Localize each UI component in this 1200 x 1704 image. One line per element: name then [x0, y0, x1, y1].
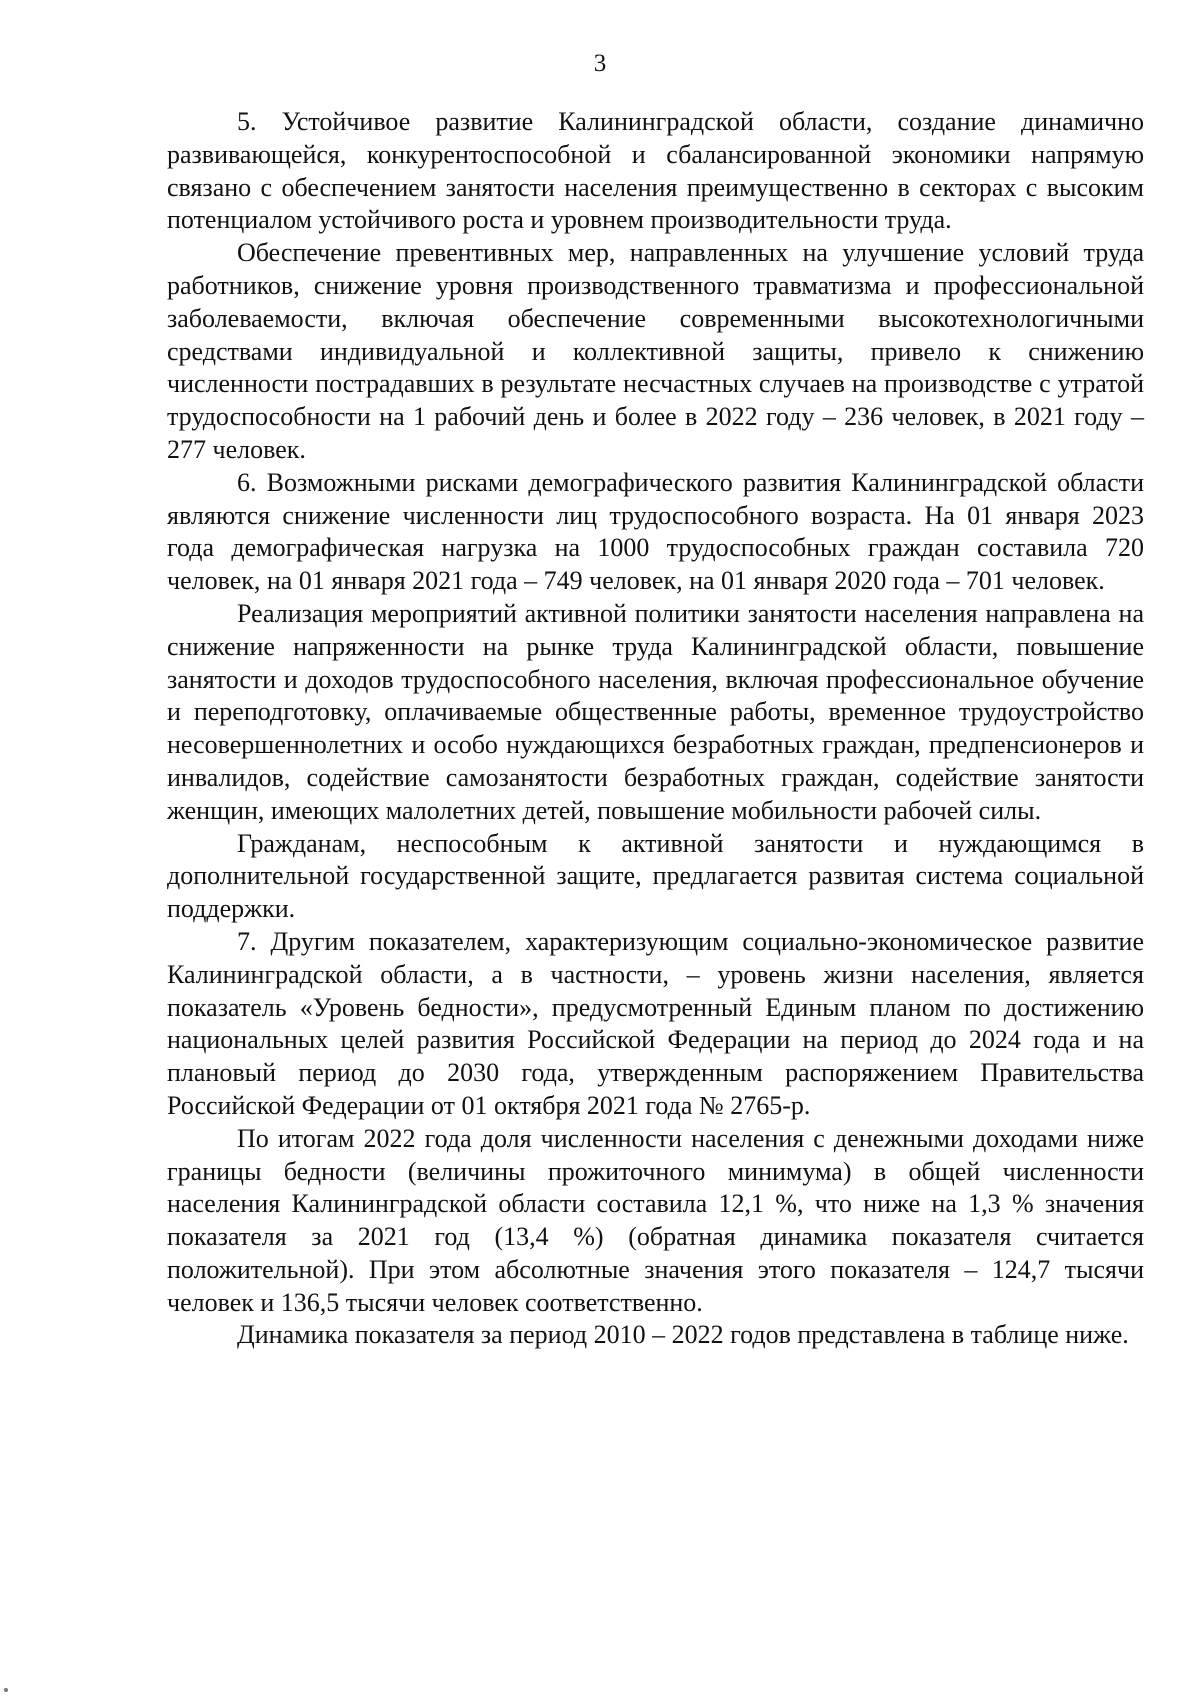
paragraph-sustainable-development: 5. Устойчивое развитие Калининградской области, создание динамично развивающейся, конкурентоспособной и сбалансированной экономики напрямую связано с обеспечением занятости населения преимущественно в секторах с высоким потенциалом устойчивого роста и уровнем производительности труда.: [167, 107, 1144, 235]
paragraph-poverty-results: По итогам 2022 года доля численности населения с денежными доходами ниже границы бедности (величины прожиточного минимума) в общей численности населения Калининградской области составила 12,1 %, что ниже на 1,3 % значения показателя за 2021 год (13,4 %) (обратная динамика показателя считается положительной). При этом абсолютные значения этого показателя – 124,7 тысячи человек и 136,5 тысячи человек соответственно.: [167, 1123, 1144, 1317]
document-body: [167, 106, 1144, 1352]
paragraph-employment-policy: Реализация мероприятий активной политики занятости населения направлена на снижение напряженности на рынке труда Калининградской области, повышение занятости и доходов трудоспособного населения, включая профессиональное обучение и переподготовку, оплачиваемые общественные работы, временное трудоустройство несовершеннолетних и особо нуждающихся безработных граждан, предпенсионеров и инвалидов, содействие самозанятости безработных граждан, содействие занятости женщин, имеющих малолетних детей, повышение мобильности рабочей силы.: [167, 598, 1144, 825]
paragraph-table-intro: Динамика показателя за период 2010 – 2022 годов представлена в таблице ниже.: [237, 1320, 1129, 1350]
scan-speck: [4, 1688, 8, 1692]
paragraph-demographic-risks: 6. Возможными рисками демографического развития Калининградской области являются снижение численности лиц трудоспособного возраста. На 01 января 2023 года демографическая нагрузка на 1000 трудоспособных граждан составила 720 человек, на 01 января 2021 года – 749 человек, на 01 января 2020 года – 701 человек.: [167, 467, 1144, 596]
page-number: 3: [593, 50, 607, 77]
paragraph-poverty-indicator: 7. Другим показателем, характеризующим социально-экономическое развитие Калининградской области, а в частности, – уровень жизни населения, является показатель «Уровень бедности», предусмотренный Единым планом по достижению национальных целей развития Российской Федерации на период до 2024 года и на плановый период до 2030 года, утвержденным распоряжением Правительства Российской Федерации от 01 октября 2021 года № 2765-р.: [167, 926, 1144, 1120]
paragraph-social-support: Гражданам, неспособным к активной занятости и нуждающимся в дополнительной государственной защите, предлагается развитая система социальной поддержки.: [167, 828, 1144, 924]
paragraph-labor-safety: Обеспечение превентивных мер, направленных на улучшение условий труда работников, снижение уровня производственного травматизма и профессиональной заболеваемости, включая обеспечение современными высокотехнологичными средствами индивидуальной и коллективной защиты, привело к снижению численности пострадавших в результате несчастных случаев на производстве с утратой трудоспособности на 1 рабочий день и более в 2022 году – 236 человек, в 2021 году – 277 человек.: [167, 238, 1144, 464]
